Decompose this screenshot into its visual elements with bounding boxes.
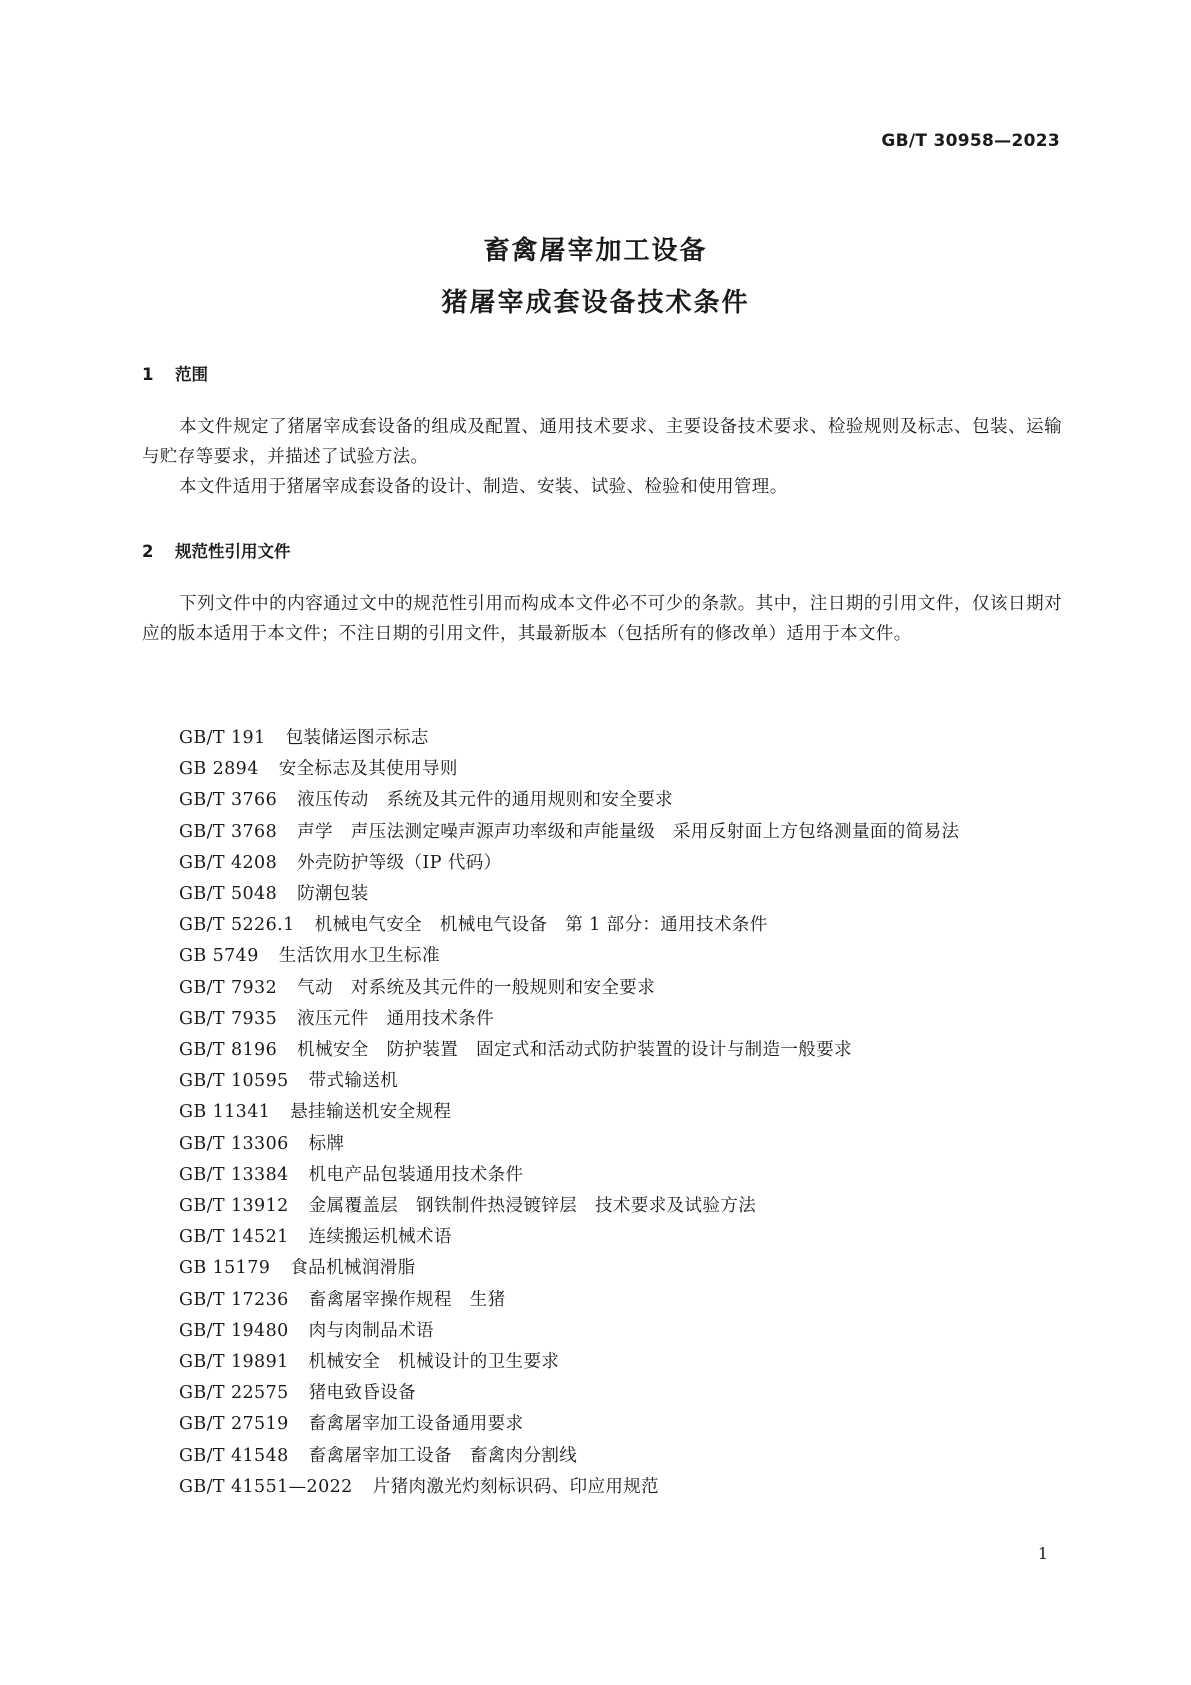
- section-1-title: 范围: [175, 365, 208, 384]
- reference-item: [142, 1378, 1062, 1409]
- reference-item: [142, 1285, 1062, 1316]
- reference-title: 畜禽屠宰加工设备 畜禽肉分割线: [308, 1445, 578, 1466]
- standard-number: GB/T 30958—2023: [881, 131, 1060, 151]
- reference-item: [142, 1129, 1062, 1160]
- reference-item: [142, 1253, 1062, 1284]
- reference-title: 机械安全 防护装置 固定式和活动式防护装置的设计与制造一般要求: [297, 1040, 853, 1061]
- document-title-line-2: 猪屠宰成套设备技术条件: [441, 288, 750, 318]
- reference-item: [142, 1316, 1062, 1347]
- reference-title: 片猪肉激光灼刻标识码、印应用规范: [372, 1476, 660, 1497]
- document-title-line-1: 畜禽屠宰加工设备: [483, 236, 708, 266]
- reference-code: GB 15179: [179, 1258, 271, 1279]
- reference-item: [142, 941, 1062, 972]
- reference-item: [142, 1097, 1062, 1128]
- reference-code: GB/T 13384: [179, 1164, 289, 1185]
- reference-title: 肉与肉制品术语: [308, 1320, 434, 1341]
- reference-item: [142, 817, 1062, 848]
- reference-title: 机电产品包装通用技术条件: [308, 1164, 524, 1185]
- reference-code: GB/T 3766: [179, 790, 278, 811]
- reference-item: [142, 1191, 1062, 1222]
- reference-item: [142, 973, 1062, 1004]
- reference-title: 标牌: [308, 1133, 345, 1154]
- reference-item: [142, 1472, 1062, 1503]
- reference-item: [142, 754, 1062, 785]
- reference-code: GB/T 4208: [179, 852, 278, 873]
- reference-title: 气动 对系统及其元件的一般规则和安全要求: [297, 977, 656, 998]
- reference-item: [142, 879, 1062, 910]
- reference-title: 猪电致昏设备: [308, 1383, 417, 1404]
- reference-title: 金属覆盖层 钢铁制件热浸镀锌层 技术要求及试验方法: [308, 1196, 757, 1217]
- section-1-heading: [142, 361, 208, 385]
- reference-title: 机械安全 机械设计的卫生要求: [308, 1352, 560, 1373]
- reference-title: 畜禽屠宰加工设备通用要求: [308, 1414, 524, 1435]
- reference-code: GB/T 17236: [179, 1289, 289, 1310]
- reference-item: [142, 848, 1062, 879]
- reference-title: 液压传动 系统及其元件的通用规则和安全要求: [297, 790, 674, 811]
- section-1-body: [142, 412, 1062, 502]
- reference-title: 安全标志及其使用导则: [278, 759, 458, 780]
- section-2-heading: [142, 538, 291, 562]
- section-1-paragraph: 本文件适用于猪屠宰成套设备的设计、制造、安装、试验、检验和使用管理。: [179, 477, 788, 497]
- reference-code: GB/T 5048: [179, 884, 278, 905]
- reference-code: GB 2894: [179, 759, 259, 780]
- reference-code: GB/T 41548: [179, 1445, 289, 1466]
- reference-item: [142, 723, 1062, 754]
- reference-code: GB 11341: [179, 1102, 271, 1123]
- reference-item: [142, 1004, 1062, 1035]
- reference-item: [142, 1222, 1062, 1253]
- reference-title: 食品机械润滑脂: [290, 1258, 416, 1279]
- reference-item: [142, 910, 1062, 941]
- reference-code: GB/T 7935: [179, 1008, 278, 1029]
- reference-title: 生活饮用水卫生标准: [278, 946, 440, 967]
- reference-code: GB/T 19891: [179, 1352, 289, 1373]
- reference-code: GB/T 19480: [179, 1320, 289, 1341]
- reference-title: 连续搬运机械术语: [308, 1227, 452, 1248]
- reference-item: [142, 785, 1062, 816]
- reference-title: 防潮包装: [297, 884, 369, 905]
- normative-references-list: [142, 723, 1062, 1503]
- reference-item: [142, 1160, 1062, 1191]
- reference-item: [142, 1035, 1062, 1066]
- reference-item: [142, 1347, 1062, 1378]
- section-1-paragraph: 本文件规定了猪屠宰成套设备的组成及配置、通用技术要求、主要设备技术要求、检验规则及标志、包装、运输与贮存等要求，并描述了试验方法。: [142, 417, 1062, 467]
- reference-code: GB/T 8196: [179, 1040, 278, 1061]
- reference-code: GB/T 41551—2022: [179, 1476, 353, 1497]
- reference-code: GB/T 14521: [179, 1227, 289, 1248]
- section-1-number: 1: [142, 365, 154, 384]
- reference-title: 带式输送机: [308, 1071, 399, 1092]
- reference-title: 声学 声压法测定噪声源声功率级和声能量级 采用反射面上方包络测量面的简易法: [297, 821, 960, 842]
- reference-title: 外壳防护等级（IP 代码）: [297, 852, 502, 873]
- reference-code: GB/T 27519: [179, 1414, 289, 1435]
- page-number: 1: [1037, 1544, 1048, 1563]
- reference-code: GB/T 3768: [179, 821, 278, 842]
- reference-title: 悬挂输送机安全规程: [290, 1102, 452, 1123]
- reference-code: GB/T 5226.1: [179, 915, 295, 936]
- reference-code: GB/T 7932: [179, 977, 278, 998]
- section-2-paragraph: 下列文件中的内容通过文中的规范性引用而构成本文件必不可少的条款。其中，注日期的引用文件，仅该日期对应的版本适用于本文件；不注日期的引用文件，其最新版本（包括所有的修改单）适用于本文件。: [142, 594, 1062, 644]
- reference-code: GB 5749: [179, 946, 259, 967]
- reference-item: [142, 1066, 1062, 1097]
- section-2-intro: [142, 589, 1062, 649]
- reference-title: 包装储运图示标志: [285, 728, 429, 748]
- reference-code: GB/T 191: [179, 728, 266, 748]
- reference-title: 畜禽屠宰操作规程 生猪: [308, 1289, 506, 1310]
- reference-item: [142, 1441, 1062, 1472]
- reference-item: [142, 1409, 1062, 1440]
- reference-code: GB/T 13912: [179, 1196, 289, 1217]
- reference-code: GB/T 10595: [179, 1071, 289, 1092]
- section-2-number: 2: [142, 542, 154, 561]
- reference-title: 机械电气安全 机械电气设备 第 1 部分：通用技术条件: [314, 915, 768, 936]
- section-2-title: 规范性引用文件: [175, 542, 291, 561]
- reference-title: 液压元件 通用技术条件: [297, 1008, 495, 1029]
- reference-code: GB/T 13306: [179, 1133, 289, 1154]
- reference-code: GB/T 22575: [179, 1383, 289, 1404]
